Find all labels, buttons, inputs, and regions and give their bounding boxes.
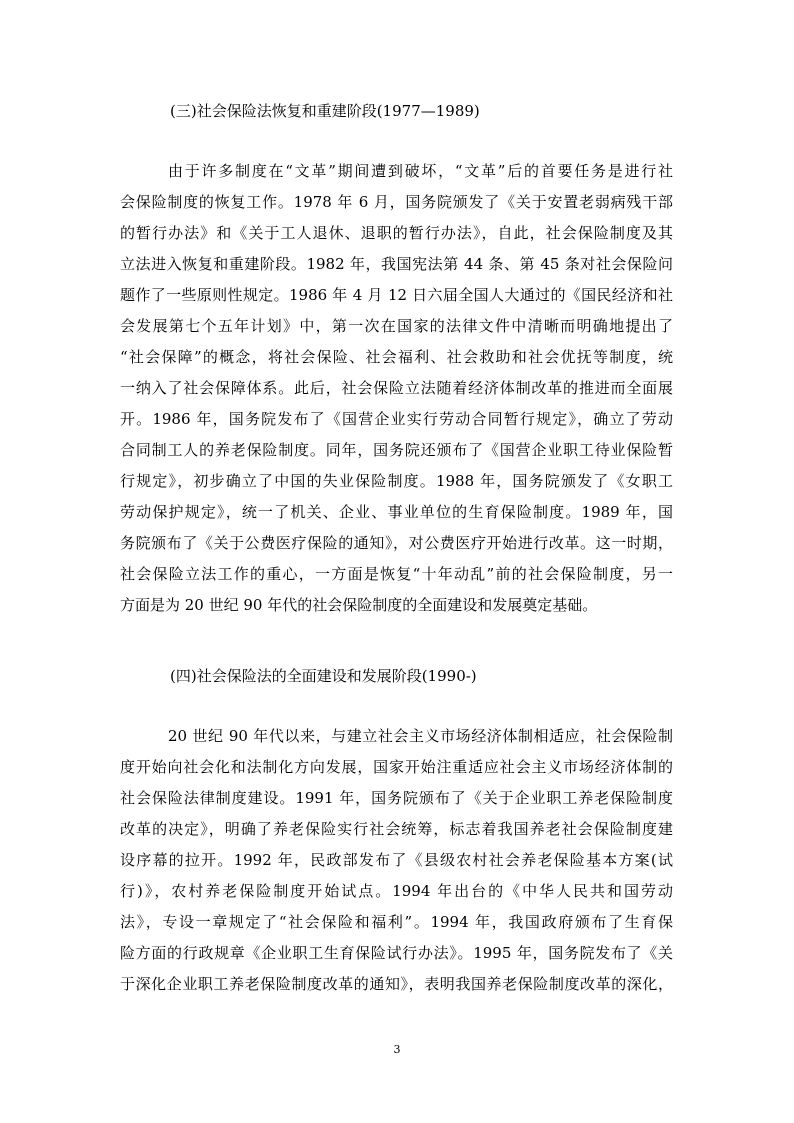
paragraph-line: 题作了一些原则性规定。1986 年 4 月 12 日六届全国人大通过的《国民经济和社: [120, 286, 673, 304]
paragraph-line: 20 世纪 90 年代以来，与建立社会主义市场经济体制相适应，社会保险制: [168, 727, 673, 745]
paragraph-line: “社会保障”的概念，将社会保险、社会福利、社会救助和社会优抚等制度，统: [120, 348, 673, 366]
paragraph-line: 合同制工人的养老保险制度。同年，国务院还颁布了《国营企业职工待业保险暂: [120, 441, 673, 459]
page-number: 3: [393, 1043, 401, 1056]
paragraph-line: 方面是为 20 世纪 90 年代的社会保险制度的全面建设和发展奠定基础。: [120, 596, 598, 614]
paragraph-line: 会发展第七个五年计划》中，第一次在国家的法律文件中清晰而明确地提出了: [120, 317, 673, 335]
paragraph-line: 行)》，农村养老保险制度开始试点。1994 年出台的《中华人民共和国劳动: [120, 882, 673, 900]
paragraph-line: 劳动保护规定》，统一了机关、企业、事业单位的生育保险制度。1989 年，国: [120, 503, 673, 521]
section-3-paragraph: [120, 156, 673, 621]
paragraph-line: 社会保险法律制度建设。1991 年，国务院颁布了《关于企业职工养老保险制度: [120, 789, 673, 807]
paragraph-line: 改革的决定》，明确了养老保险实行社会统筹，标志着我国养老社会保险制度建: [120, 820, 673, 838]
paragraph-line: 一纳入了社会保障体系。此后，社会保险立法随着经济体制改革的推进而全面展: [120, 379, 673, 397]
paragraph-line: 度开始向社会化和法制化方向发展，国家开始注重适应社会主义市场经济体制的: [120, 758, 673, 776]
paragraph-line: 社会保险立法工作的重心，一方面是恢复“十年动乱”前的社会保险制度，另一: [120, 565, 673, 583]
paragraph-line: 由于许多制度在“文革”期间遭到破坏，“文革”后的首要任务是进行社: [168, 162, 673, 180]
paragraph-line: 法》，专设一章规定了“社会保险和福利”。1994 年，我国政府颁布了生育保: [120, 913, 673, 931]
section-heading-3: (三)社会保险法恢复和重建阶段(1977—1989): [170, 102, 480, 120]
paragraph-line: 立法进入恢复和重建阶段。1982 年，我国宪法第 44 条、第 45 条对社会保险问: [120, 255, 673, 273]
paragraph-line: 于深化企业职工养老保险制度改革的通知》，表明我国养老保险制度改革的深化，: [120, 975, 673, 993]
paragraph-line: 开。1986 年，国务院发布了《国营企业实行劳动合同暂行规定》，确立了劳动: [120, 410, 673, 428]
paragraph-line: 设序幕的拉开。1992 年，民政部发布了《县级农村社会养老保险基本方案(试: [120, 851, 673, 869]
section-heading-4: (四)社会保险法的全面建设和发展阶段(1990-): [170, 667, 477, 685]
paragraph-line: 险方面的行政规章《企业职工生育保险试行办法》。1995 年，国务院发布了《关: [120, 944, 673, 962]
paragraph-line: 会保险制度的恢复工作。1978 年 6 月，国务院颁发了《关于安置老弱病残干部: [120, 193, 673, 211]
paragraph-line: 行规定》，初步确立了中国的失业保险制度。1988 年，国务院颁发了《女职工: [120, 472, 673, 490]
paragraph-line: 的暂行办法》和《关于工人退休、退职的暂行办法》，自此，社会保险制度及其: [120, 224, 673, 242]
paragraph-line: 务院颁布了《关于公费医疗保险的通知》，对公费医疗开始进行改革。这一时期，: [120, 534, 673, 552]
section-4-paragraph: [120, 721, 673, 1000]
